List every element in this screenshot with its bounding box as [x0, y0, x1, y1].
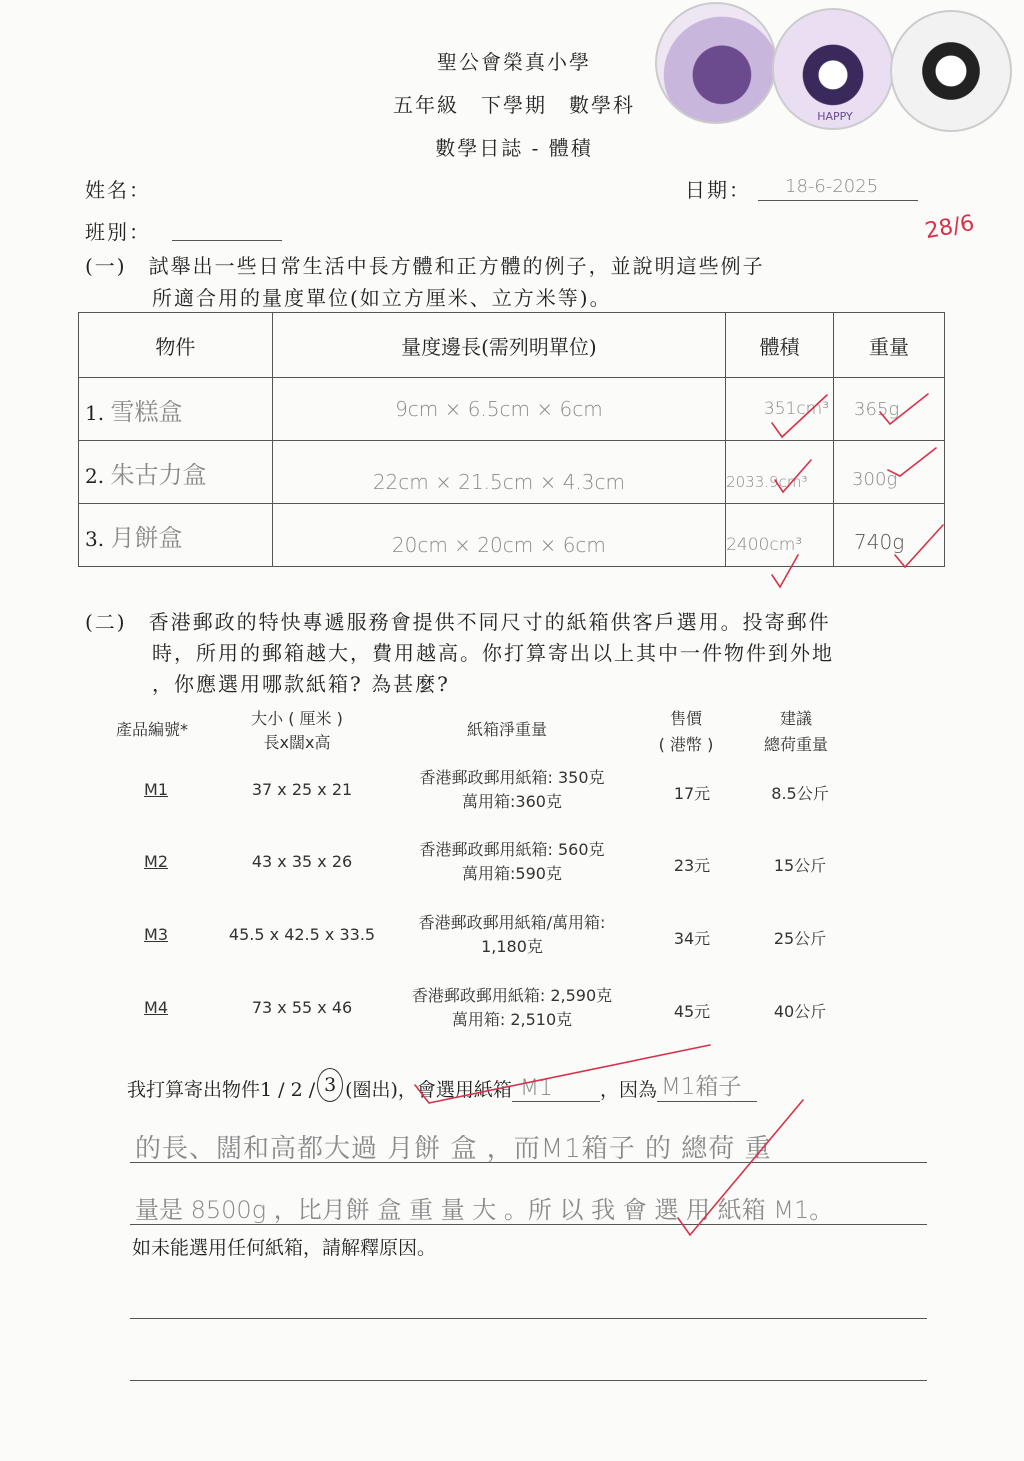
box-load: 40公斤 [773, 1002, 827, 1021]
box-price: 17元 [673, 784, 711, 803]
col-size-2: 長x闊x高 [263, 733, 331, 752]
col-size-1: 大小 ( 厘米 ) [251, 709, 343, 728]
topic-title: 數學日誌 - 體積 [435, 136, 593, 160]
answer-line1[interactable]: M1箱子 [657, 1068, 757, 1102]
col-price-1: 售價 [669, 709, 703, 728]
part1-question-line2: 所適合用的量度單位(如立方厘米、立方米等)。 [152, 286, 612, 310]
item-volume[interactable]: 351cm³ [726, 378, 834, 441]
box-weight-universal: 1,180克 [481, 937, 543, 956]
part2-question-line1: (二) 香港郵政的特快專遞服務會提供不同尺寸的紙箱供客戶選用。投寄郵件 [85, 610, 831, 634]
answer-because: ，因為 [599, 1079, 657, 1101]
part2-question-line3: ，你應選用哪款紙箱? 為甚麼? [152, 672, 450, 696]
table-row [79, 378, 945, 441]
box-weight-universal: 萬用箱:360克 [462, 792, 562, 811]
box-size: 43 x 35 x 26 [251, 852, 353, 871]
header-volume: 體積 [726, 313, 834, 378]
box-load: 8.5公斤 [771, 784, 829, 803]
answer-sentence [127, 1066, 757, 1102]
blank-answer-line[interactable] [130, 1318, 927, 1319]
col-load-2: 總荷重量 [763, 735, 829, 754]
item-volume[interactable]: 2400cm³ [726, 504, 834, 567]
volume-table [78, 312, 945, 567]
box-size: 37 x 25 x 21 [251, 780, 353, 799]
grade-line: 五年級 下學期 數學科 [393, 93, 635, 117]
header-item: 物件 [79, 313, 273, 378]
sticker-2 [772, 8, 894, 130]
box-weight-official: 香港郵政郵用紙箱: 2,590克 [411, 986, 613, 1005]
table-row [79, 441, 945, 504]
box-price: 45元 [673, 1002, 711, 1021]
col-weight: 紙箱淨重量 [466, 720, 548, 739]
answer-mid: (圈出)，會選用紙箱 [345, 1079, 512, 1101]
row-number: 2. [85, 463, 105, 488]
item-dims[interactable]: 20cm × 20cm × 6cm [272, 504, 725, 567]
box-weight-official: 香港郵政郵用紙箱: 350克 [419, 768, 605, 787]
item-dims[interactable]: 9cm × 6.5cm × 6cm [272, 378, 725, 441]
header-weight: 重量 [834, 313, 945, 378]
fallback-prompt: 如未能選用任何紙箱，請解釋原因。 [132, 1237, 437, 1259]
item-weight[interactable]: 365g [834, 378, 945, 441]
col-code: 產品編號* [115, 720, 189, 739]
answer-box-choice[interactable]: M1 [512, 1076, 600, 1102]
box-code: M4 [144, 998, 168, 1017]
row-number: 1. [85, 400, 105, 425]
sticker-3 [890, 10, 1012, 132]
box-code: M1 [144, 780, 168, 799]
teacher-mark: 28/6 [923, 210, 977, 245]
col-price-2: ( 港幣 ) [658, 735, 714, 754]
box-size: 45.5 x 42.5 x 33.5 [228, 925, 376, 944]
table-header-row [79, 313, 945, 378]
item-weight[interactable]: 300g [834, 441, 945, 504]
box-weight-official: 香港郵政郵用紙箱/萬用箱: [418, 913, 606, 932]
sticker-1 [655, 2, 777, 124]
item-name[interactable]: 月餅盒 [110, 523, 183, 552]
item-volume[interactable]: 2033.9cm³ [726, 441, 834, 504]
sticker-happy-text: HAPPY [817, 110, 853, 123]
box-size: 73 x 55 x 46 [251, 998, 353, 1017]
name-label: 姓名： [85, 178, 151, 202]
school-name: 聖公會榮真小學 [437, 50, 591, 74]
item-dims[interactable]: 22cm × 21.5cm × 4.3cm [272, 441, 725, 504]
row-number: 3. [85, 526, 105, 551]
col-load-1: 建議 [779, 709, 813, 728]
box-load: 15公斤 [773, 856, 827, 875]
item-weight[interactable]: 740g [834, 504, 945, 567]
box-code: M3 [144, 925, 168, 944]
answer-choice-circled[interactable]: 3 [317, 1068, 343, 1102]
answer-line3[interactable]: 量是 8500g ，比月餅 盒 重 量 大 。所 以 我 會 選 用 紙箱 M1。 [135, 1196, 834, 1224]
item-name[interactable]: 雪糕盒 [110, 397, 183, 426]
answer-line2[interactable]: 的長、闊和高都大過 月餅 盒 ，而M1箱子 的 總荷 重 [135, 1134, 772, 1164]
item-name[interactable]: 朱古力盒 [110, 460, 207, 489]
answer-prefix: 我打算寄出物件1 / 2 / [127, 1079, 316, 1101]
box-weight-official: 香港郵政郵用紙箱: 560克 [419, 840, 605, 859]
box-load: 25公斤 [773, 929, 827, 948]
header-dims: 量度邊長(需列明單位) [272, 313, 725, 378]
date-label: 日期： [685, 178, 751, 202]
box-code: M2 [144, 852, 168, 871]
class-label: 班別： [85, 220, 151, 244]
date-value[interactable]: 18-6-2025 [785, 176, 879, 197]
box-weight-universal: 萬用箱:590克 [462, 864, 562, 883]
box-weight-universal: 萬用箱: 2,510克 [451, 1010, 573, 1029]
blank-answer-line[interactable] [130, 1380, 927, 1381]
part1-question-line1: (一) 試舉出一些日常生活中長方體和正方體的例子，並說明這些例子 [85, 254, 765, 278]
box-price: 34元 [673, 929, 711, 948]
part2-question-line2: 時，所用的郵箱越大，費用越高。你打算寄出以上其中一件物件到外地 [152, 641, 834, 665]
table-row [79, 504, 945, 567]
box-price: 23元 [673, 856, 711, 875]
